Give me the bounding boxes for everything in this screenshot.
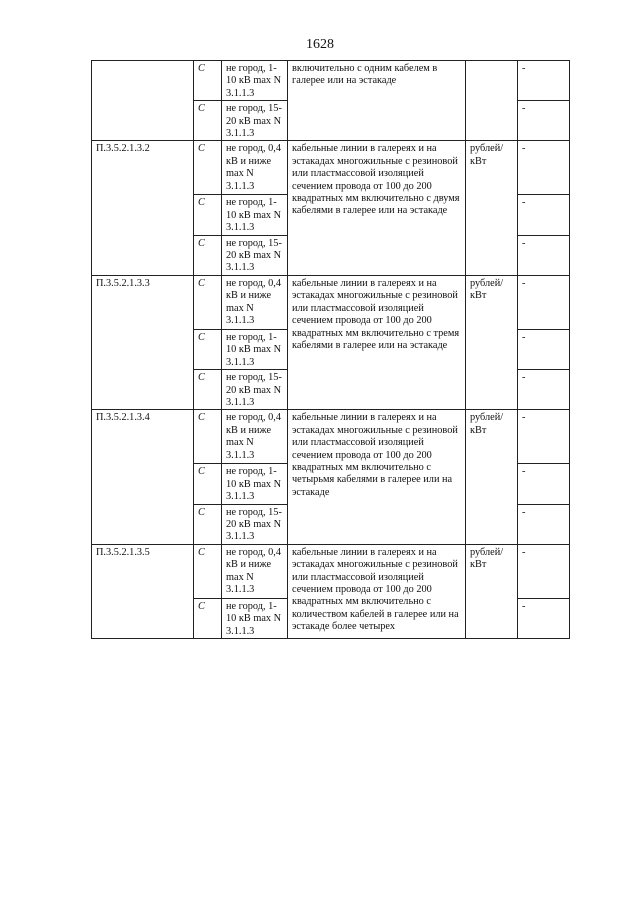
tariff-table bbox=[91, 60, 570, 639]
value-cell: - bbox=[518, 410, 570, 464]
value-cell: - bbox=[518, 235, 570, 275]
category-cell: не город, 1-10 кВ max N 3.1.1.3 bbox=[222, 61, 288, 101]
symbol-cell: C bbox=[194, 329, 222, 369]
description-cell: кабельные линии в галереях и на эстакадах многожильные с резиновой или пластмассовой изоляцией сечением провода от 100 до 200 квадратных мм включительно с тремя кабелями в галерее или на эстакаде bbox=[288, 275, 466, 409]
category-cell: не город, 15-20 кВ max N 3.1.1.3 bbox=[222, 504, 288, 544]
table-row bbox=[92, 141, 570, 195]
category-cell: не город, 1-10 кВ max N 3.1.1.3 bbox=[222, 329, 288, 369]
category-cell: не город, 0,4 кВ и ниже max N 3.1.1.3 bbox=[222, 275, 288, 329]
value-cell: - bbox=[518, 195, 570, 235]
symbol-cell: C bbox=[194, 464, 222, 504]
value-cell: - bbox=[518, 101, 570, 141]
table-row bbox=[92, 410, 570, 464]
table-row bbox=[92, 275, 570, 329]
tariff-code bbox=[92, 61, 194, 141]
value-cell: - bbox=[518, 504, 570, 544]
value-cell: - bbox=[518, 544, 570, 598]
category-cell: не город, 15-20 кВ max N 3.1.1.3 bbox=[222, 101, 288, 141]
tariff-code: П.3.5.2.1.3.2 bbox=[92, 141, 194, 275]
symbol-cell: C bbox=[194, 235, 222, 275]
value-cell: - bbox=[518, 141, 570, 195]
unit-cell: рублей/ кВт bbox=[466, 410, 518, 544]
category-cell: не город, 1-10 кВ max N 3.1.1.3 bbox=[222, 464, 288, 504]
tariff-code: П.3.5.2.1.3.3 bbox=[92, 275, 194, 409]
unit-cell bbox=[466, 61, 518, 141]
symbol-cell: C bbox=[194, 275, 222, 329]
symbol-cell: C bbox=[194, 504, 222, 544]
symbol-cell: C bbox=[194, 598, 222, 638]
value-cell: - bbox=[518, 275, 570, 329]
tariff-code: П.3.5.2.1.3.5 bbox=[92, 544, 194, 638]
category-cell: не город, 1-10 кВ max N 3.1.1.3 bbox=[222, 195, 288, 235]
description-cell: включительно с одним кабелем в галерее или на эстакаде bbox=[288, 61, 466, 141]
tariff-code: П.3.5.2.1.3.4 bbox=[92, 410, 194, 544]
value-cell: - bbox=[518, 329, 570, 369]
symbol-cell: C bbox=[194, 370, 222, 410]
value-cell: - bbox=[518, 370, 570, 410]
category-cell: не город, 15-20 кВ max N 3.1.1.3 bbox=[222, 370, 288, 410]
table-row bbox=[92, 61, 570, 101]
category-cell: не город, 0,4 кВ и ниже max N 3.1.1.3 bbox=[222, 141, 288, 195]
value-cell: - bbox=[518, 598, 570, 638]
symbol-cell: C bbox=[194, 410, 222, 464]
description-cell: кабельные линии в галереях и на эстакадах многожильные с резиновой или пластмассовой изоляцией сечением провода от 100 до 200 квадратных мм включительно с двумя кабелями в галерее или на эстакаде bbox=[288, 141, 466, 275]
unit-cell: рублей/ кВт bbox=[466, 141, 518, 275]
unit-cell: рублей/ кВт bbox=[466, 544, 518, 638]
value-cell: - bbox=[518, 61, 570, 101]
category-cell: не город, 15-20 кВ max N 3.1.1.3 bbox=[222, 235, 288, 275]
symbol-cell: C bbox=[194, 141, 222, 195]
unit-cell: рублей/ кВт bbox=[466, 275, 518, 409]
description-cell: кабельные линии в галереях и на эстакадах многожильные с резиновой или пластмассовой изоляцией сечением провода от 100 до 200 квадратных мм включительно с количеством кабелей в галерее или на эстакаде более четырех bbox=[288, 544, 466, 638]
category-cell: не город, 0,4 кВ и ниже max N 3.1.1.3 bbox=[222, 410, 288, 464]
table-row bbox=[92, 544, 570, 598]
description-cell: кабельные линии в галереях и на эстакадах многожильные с резиновой или пластмассовой изоляцией сечением провода от 100 до 200 квадратных мм включительно с четырьмя кабелями в галерее или на эстакаде bbox=[288, 410, 466, 544]
symbol-cell: C bbox=[194, 61, 222, 101]
symbol-cell: C bbox=[194, 195, 222, 235]
category-cell: не город, 0,4 кВ и ниже max N 3.1.1.3 bbox=[222, 544, 288, 598]
page-number: 1628 bbox=[306, 37, 334, 52]
category-cell: не город, 1-10 кВ max N 3.1.1.3 bbox=[222, 598, 288, 638]
symbol-cell: C bbox=[194, 101, 222, 141]
value-cell: - bbox=[518, 464, 570, 504]
symbol-cell: C bbox=[194, 544, 222, 598]
